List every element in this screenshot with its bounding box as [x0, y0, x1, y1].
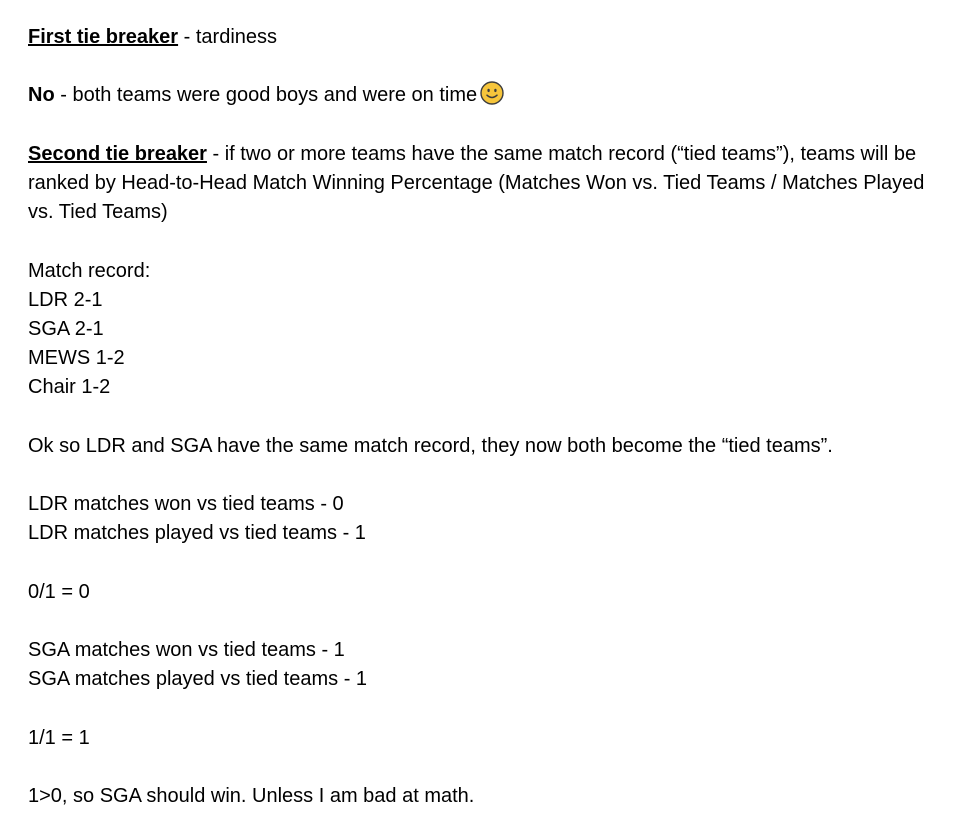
blank-line [28, 52, 948, 81]
second-tie-breaker-paragraph [28, 140, 948, 228]
no-paragraph [28, 81, 948, 110]
first-tie-breaker-paragraph [28, 23, 948, 52]
match-record-row: MEWS 1-2 [28, 347, 125, 370]
blank-line [28, 753, 948, 782]
ldr-matches-won: LDR matches won vs tied teams - 0 [28, 493, 344, 516]
document-body [28, 23, 948, 811]
second-tie-breaker-text: - if two or more teams have the same match record (“tied teams”), teams will be ranked by Head-to-Head Match Winning Percentage (Matches Won vs. Tied Teams / Matches Played vs. Tied Teams) [28, 142, 925, 224]
blank-line [28, 695, 948, 724]
ldr-calculation: 0/1 = 0 [28, 580, 90, 603]
first-tie-breaker-text: - tardiness [178, 26, 278, 48]
blank-line [28, 549, 948, 578]
blank-line [28, 607, 948, 636]
first-tie-breaker-heading: First tie breaker [28, 26, 179, 48]
conclusion: 1>0, so SGA should win. Unless I am bad at math. [28, 785, 475, 808]
blank-line [28, 403, 948, 432]
second-tie-breaker-heading: Second tie breaker [28, 142, 207, 165]
match-record-row: SGA 2-1 [28, 317, 104, 340]
match-record-row: Chair 1-2 [28, 376, 111, 399]
match-record-row: LDR 2-1 [28, 288, 103, 311]
blank-line [28, 111, 948, 140]
blank-line [28, 227, 948, 256]
match-record-label: Match record: [28, 259, 151, 282]
no-text: - both teams were good boys and were on time [54, 84, 478, 107]
sga-matches-played: SGA matches played vs tied teams - 1 [28, 668, 368, 691]
blank-line [28, 461, 948, 490]
tied-teams-note: Ok so LDR and SGA have the same match record, they now both become the “tied teams”. [28, 434, 833, 457]
ldr-matches-played: LDR matches played vs tied teams - 1 [28, 522, 366, 545]
sga-matches-won: SGA matches won vs tied teams - 1 [28, 639, 345, 662]
slightly-smiling-face-icon [480, 81, 504, 105]
sga-calculation: 1/1 = 1 [28, 726, 90, 749]
no-label: No [28, 84, 55, 107]
